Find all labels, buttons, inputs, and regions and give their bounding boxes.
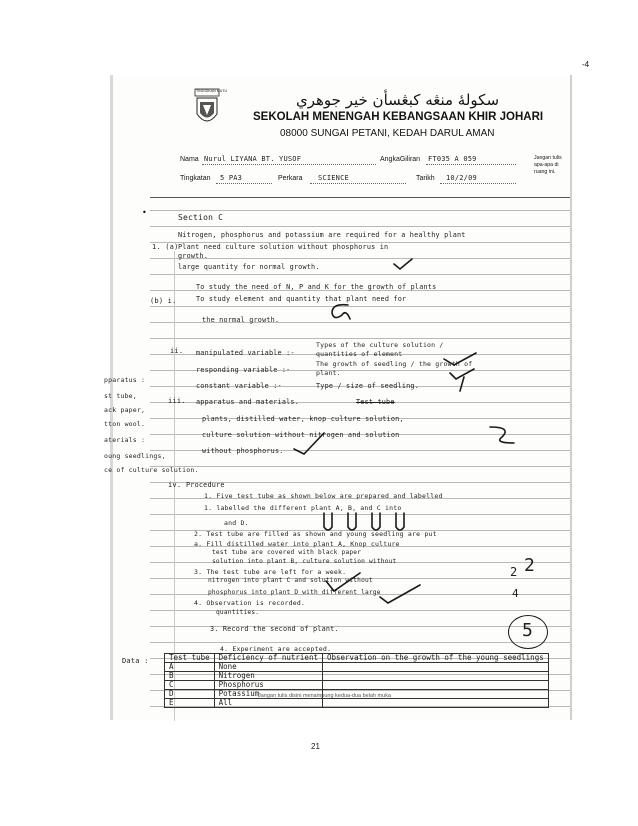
margin-mark: 2 xyxy=(510,565,518,579)
procedure-line: test tube are covered with black paper xyxy=(212,549,362,556)
q1a-line: growth. xyxy=(178,252,209,260)
procedure-line: 1. labelled the different plant A, B, and C into xyxy=(204,504,402,512)
procedure-line: 1. Five test tube as shown below are prepared and labelled xyxy=(204,492,443,500)
data-label: Data : xyxy=(122,657,149,665)
materials-line: culture solution without nitrogen and solution xyxy=(202,431,400,439)
alpha-mark-icon xyxy=(326,301,352,323)
procedure-line: 2. Test tube are filled as shown and young seedling are put xyxy=(194,530,437,538)
table-cell xyxy=(322,699,548,708)
angka-giliran-value: FT035 A 059 xyxy=(428,155,477,163)
table-cell: B xyxy=(165,672,215,681)
footer-print: Jangan tulis disini menampung kedua-dua belah muka xyxy=(258,693,392,699)
check-mark-icon xyxy=(290,421,530,457)
margin-note: oung seedlings, xyxy=(104,452,166,460)
q1b-ii-number: ii. xyxy=(170,347,184,355)
check-mark-icon xyxy=(320,571,440,605)
table-cell: E xyxy=(165,699,215,708)
table-cell: None xyxy=(214,663,322,672)
q1b-line: To study the need of N, P and K for the growth of plants xyxy=(196,283,437,291)
table-cell xyxy=(322,672,548,681)
procedure-line: 3. The test tube are left for a week. xyxy=(194,568,347,576)
procedure-line: and D. xyxy=(224,519,249,527)
q1b-number: (b) i. xyxy=(150,297,177,305)
table-cell: D xyxy=(165,690,215,699)
margin-note: ack paper, xyxy=(104,406,146,414)
table-cell xyxy=(322,663,548,672)
table-header: Deficiency of nutrient xyxy=(214,654,322,663)
materials-line: plants, distilled water, knop culture solution, xyxy=(202,415,404,423)
q1a-line: Nitrogen, phosphorus and potassium are required for a healthy plant xyxy=(178,231,466,239)
test-tube-sketch xyxy=(318,511,418,533)
manipulated-label: manipulated variable :- xyxy=(196,349,295,357)
tingkatan-label: Tingkatan xyxy=(180,175,211,182)
q1a-line: large quantity for normal growth. xyxy=(178,263,320,271)
table-cell: Potassium xyxy=(214,690,322,699)
page-number: 21 xyxy=(311,742,320,751)
constant-label: constant variable :- xyxy=(196,382,282,390)
procedure-line: 4. Observation is recorded. xyxy=(194,599,306,607)
q1b-line: To study element and quantity that plant need for xyxy=(196,295,407,303)
procedure-label: Procedure xyxy=(186,481,225,489)
q1b-line: the normal growth. xyxy=(202,316,280,324)
q1a-line: Plant need culture solution without phosphorus in xyxy=(178,243,389,251)
perkara-label: Perkara xyxy=(278,175,303,182)
constant-value: Type / size of seedling. xyxy=(316,382,420,390)
q1a-number: 1. (a) xyxy=(152,243,179,251)
margin-note: st tube, xyxy=(104,392,137,400)
procedure-line: 4. Experiment are accepted. xyxy=(220,645,332,653)
tingkatan-value: 5 PA3 xyxy=(220,174,243,182)
nama-value: Nurul LIYANA BT. YUSOF xyxy=(204,155,302,163)
table-cell: Phosphorus xyxy=(214,681,322,690)
table-cell: C xyxy=(165,681,215,690)
materials-line: without phosphorus. xyxy=(202,447,284,455)
q1b-iii-number: iii. xyxy=(168,397,186,405)
arabic-school-title: سکولهٔ منڠه کبڠسأن خير جوهري xyxy=(296,91,500,109)
margin-mark: 4 xyxy=(512,587,519,600)
apparatus-label: apparatus and materials. xyxy=(196,398,300,406)
check-mark-icon xyxy=(440,351,480,395)
procedure-line: phosphorus into plant D with different large xyxy=(208,589,381,596)
tarikh-label: Tarikh xyxy=(416,175,435,182)
procedure-line: nitrogen into plant C and solution without xyxy=(208,577,373,584)
margin-note: tton wool. xyxy=(104,420,146,428)
angka-giliran-label: AngkaGiliran xyxy=(380,156,421,163)
table-cell: A xyxy=(165,663,215,672)
check-mark-icon xyxy=(392,257,414,271)
margin-note: aterials : xyxy=(104,436,146,444)
manipulated-value: Types of the culture solution / quantities of element xyxy=(316,341,444,358)
observation-table xyxy=(164,653,549,708)
q1b-iv-number: iv. xyxy=(168,481,182,489)
responding-value: The growth of seedling / the growth of plant. xyxy=(316,360,473,377)
table-header: Observation on the growth of the young seedlings xyxy=(322,654,548,663)
margin-note: pparatus : xyxy=(104,376,146,384)
school-logo xyxy=(194,88,228,130)
margin-note: ce of culture solution. xyxy=(104,466,199,474)
corner-mark: -4 xyxy=(582,60,590,69)
table-cell: All xyxy=(214,699,322,708)
total-score: 5 xyxy=(522,620,534,641)
table-header: Test tube xyxy=(165,654,215,663)
procedure-line: a. Fill distilled water into plant A, Knop culture xyxy=(194,540,400,548)
margin-mark: 2 xyxy=(524,555,536,576)
procedure-line: quantities. xyxy=(216,609,260,616)
total-score-circle xyxy=(508,615,548,649)
tarikh-value: 10/2/09 xyxy=(446,174,477,182)
school-address: 08000 SUNGAI PETANI, KEDAH DARUL AMAN xyxy=(280,128,495,139)
responding-label: responding variable :- xyxy=(196,366,291,374)
table-cell: Nitrogen xyxy=(214,672,322,681)
table-cell xyxy=(322,681,548,690)
procedure-line: solution into plant B, culture solution without xyxy=(212,558,397,565)
apparatus-struck: Test tube xyxy=(356,398,395,406)
nama-label: Nama xyxy=(180,156,199,163)
school-name: SEKOLAH MENENGAH KEBANGSAAN KHIR JOHARI xyxy=(253,111,544,123)
perkara-value: SCIENCE xyxy=(318,174,349,182)
procedure-line: 3. Record the second of plant. xyxy=(210,625,339,633)
table-row xyxy=(165,699,549,708)
logo-text: TINGGIKAN MUTU xyxy=(196,89,228,93)
section-heading: Section C xyxy=(178,213,224,222)
scanned-answer-sheet xyxy=(104,75,572,720)
bullet-dot: • xyxy=(142,208,147,217)
side-note: Jangan tulis apa-apa di ruang ini. xyxy=(534,155,562,175)
